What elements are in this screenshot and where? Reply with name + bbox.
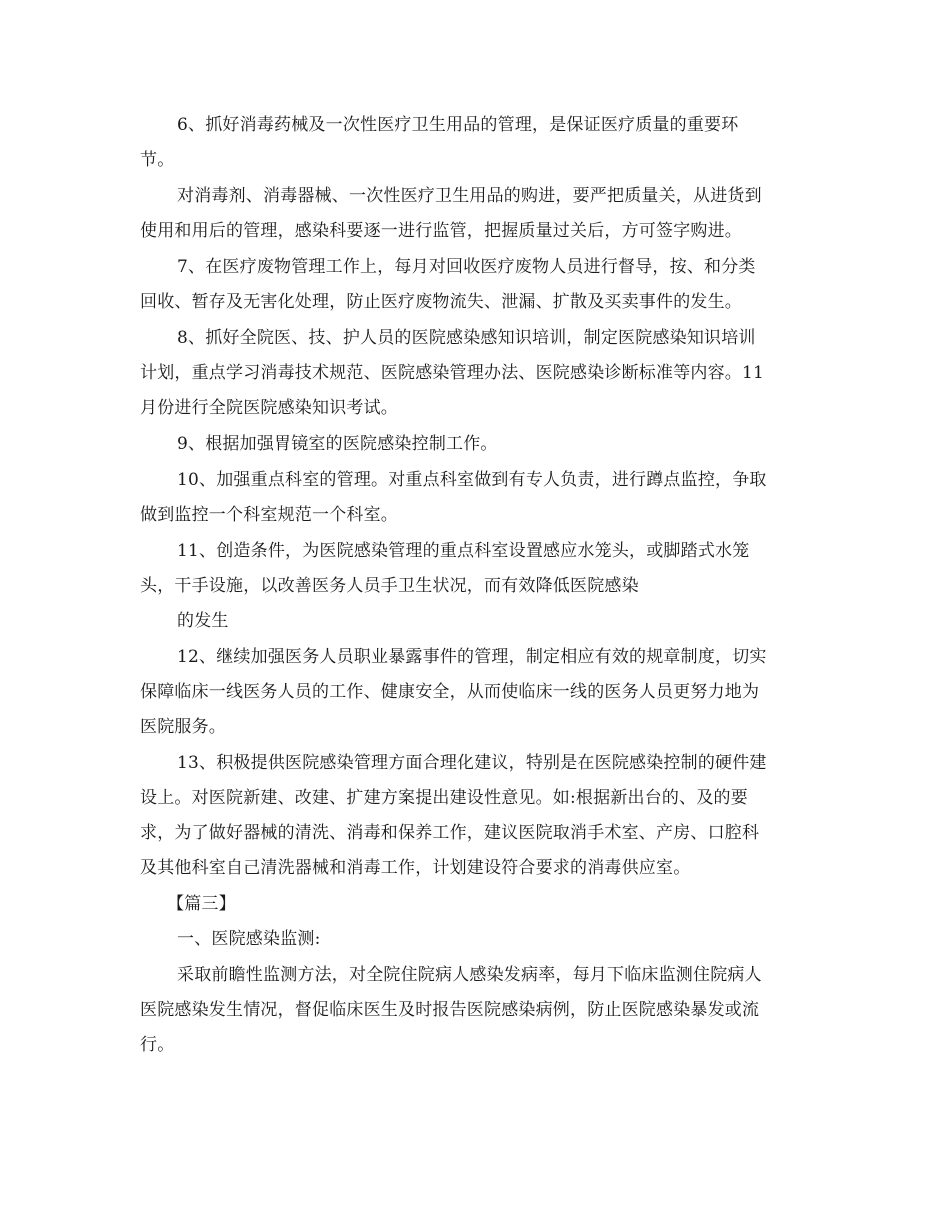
paragraph-infection-monitoring	[140, 958, 814, 1063]
text-line: 的发生	[177, 611, 229, 631]
text-line: 计划，重点学习消毒技术规范、医院感染管理办法、医院感染诊断标准等内容。11	[140, 363, 765, 383]
text-line: 医院感染发生情况，督促临床医生及时报告医院感染病例，防止医院感染暴发或流	[140, 1000, 760, 1020]
text-line: 月份进行全院医院感染知识考试。	[140, 398, 398, 418]
text-line: 采取前瞻性监测方法，对全院住院病人感染发病率，每月下临床监测住院病人	[177, 965, 762, 985]
text-line: 13、积极提供医院感染管理方面合理化建议，特别是在医院感染控制的硬件建	[177, 753, 767, 773]
subsection-heading	[140, 922, 814, 957]
paragraph-item-9	[140, 427, 814, 462]
text-line: 医院服务。	[140, 717, 226, 737]
paragraph-item-7	[140, 250, 814, 320]
text-line: 7、在医疗废物管理工作上，每月对回收医疗废物人员进行督导，按、和分类	[177, 257, 756, 277]
paragraph-item-10	[140, 463, 814, 533]
paragraph-item-11-continuation	[140, 604, 814, 639]
section-heading	[140, 887, 814, 922]
text-line: 12、继续加强医务人员职业暴露事件的管理，制定相应有效的规章制度，切实	[177, 647, 767, 667]
paragraph-item-8	[140, 321, 814, 426]
text-line: 及其他科室自己清洗器械和消毒工作，计划建设符合要求的消毒供应室。	[140, 858, 691, 878]
text-line: 保障临床一线医务人员的工作、健康安全，从而使临床一线的医务人员更努力地为	[140, 682, 760, 702]
paragraph-item-11	[140, 534, 814, 604]
paragraph-item-6	[140, 108, 814, 178]
text-line: 11、创造条件，为医院感染管理的重点科室设置感应水笼头，或脚踏式水笼	[177, 541, 750, 561]
text-line: 求，为了做好器械的清洗、消毒和保养工作，建议医院取消手术室、产房、口腔科	[140, 823, 760, 843]
paragraph-item-13	[140, 746, 814, 886]
text-line: 对消毒剂、消毒器械、一次性医疗卫生用品的购进，要严把质量关，从进货到	[177, 186, 762, 206]
text-line: 使用和用后的管理，感染科要逐一进行监管，把握质量过关后，方可签字购进。	[140, 221, 742, 241]
text-line: 行。	[140, 1035, 175, 1055]
text-line: 做到监控一个科室规范一个科室。	[140, 505, 398, 525]
paragraph-item-12	[140, 640, 814, 745]
text-line: 回收、暂存及无害化处理，防止医疗废物流失、泄漏、扩散及买卖事件的发生。	[140, 292, 742, 312]
text-line: 10、加强重点科室的管理。对重点科室做到有专人负责，进行蹲点监控，争取	[177, 470, 767, 490]
text-line: 8、抓好全院医、技、护人员的医院感染感知识培训，制定医院感染知识培训	[177, 328, 756, 348]
text-line: 【篇三】	[167, 894, 236, 914]
text-line: 一、医院感染监测:	[177, 929, 321, 949]
text-line: 9、根据加强胃镜室的医院感染控制工作。	[177, 434, 498, 454]
text-line: 设上。对医院新建、改建、扩建方案提出建设性意见。如:根据新出台的、及的要	[140, 788, 748, 808]
paragraph-disinfectant-procurement	[140, 179, 814, 249]
text-line: 节。	[140, 150, 175, 170]
document-page	[140, 108, 814, 1064]
text-line: 头，干手设施，以改善医务人员手卫生状况，而有效降低医院感染	[140, 576, 639, 596]
text-line: 6、抓好消毒药械及一次性医疗卫生用品的管理，是保证医疗质量的重要环	[177, 115, 739, 135]
